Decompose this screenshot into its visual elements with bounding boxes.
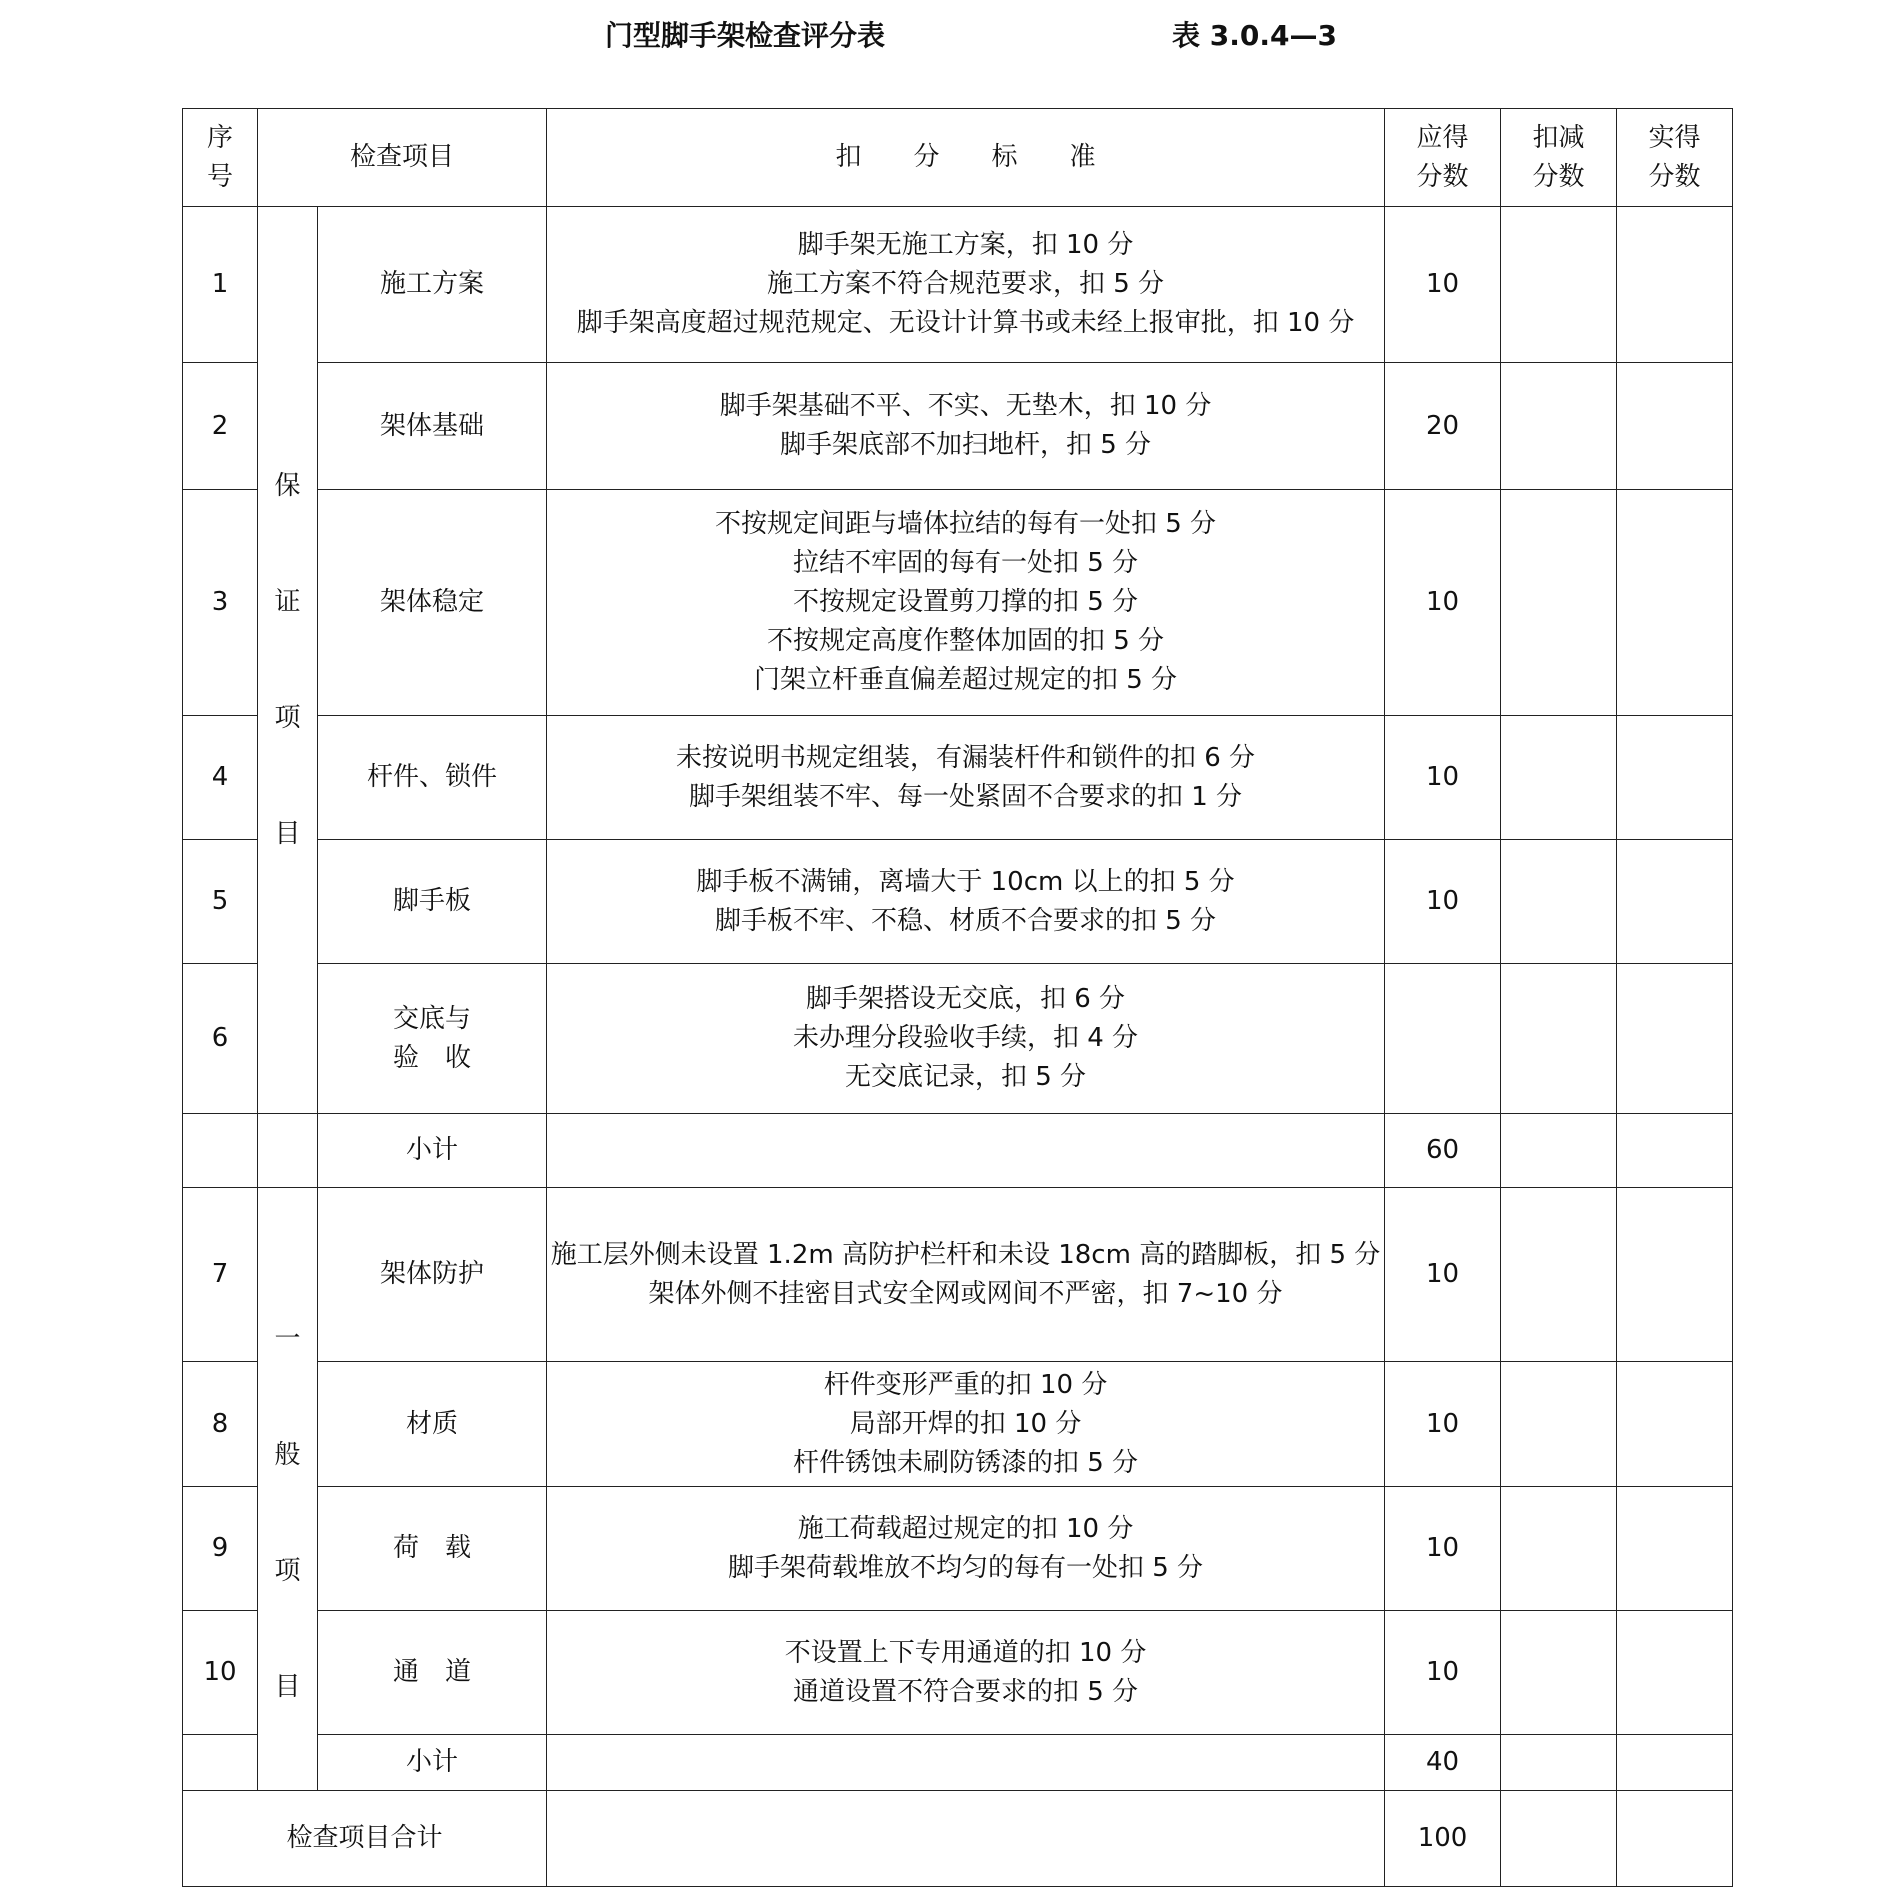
row-item: 脚手板 xyxy=(318,840,547,964)
row-item: 荷 载 xyxy=(318,1487,547,1611)
row-actual-score[interactable] xyxy=(1617,490,1733,716)
group-guarantee: 保 证 项 目 xyxy=(258,207,318,1114)
row-actual-score[interactable] xyxy=(1617,964,1733,1114)
row-seq: 9 xyxy=(183,1487,258,1611)
total-actual-score[interactable] xyxy=(1617,1791,1733,1887)
row-item: 施工方案 xyxy=(318,207,547,363)
subtotal-actual-score[interactable] xyxy=(1617,1114,1733,1188)
row-actual-score[interactable] xyxy=(1617,716,1733,840)
row-actual-score[interactable] xyxy=(1617,363,1733,490)
row-seq: 5 xyxy=(183,840,258,964)
col-header-actual: 实得 分数 xyxy=(1617,109,1733,207)
row-full-score: 10 xyxy=(1385,207,1501,363)
row-item: 架体基础 xyxy=(318,363,547,490)
row-seq: 8 xyxy=(183,1362,258,1487)
row-deduct-score[interactable] xyxy=(1501,840,1617,964)
row-actual-score[interactable] xyxy=(1617,207,1733,363)
col-header-criteria: 扣 分 标 准 xyxy=(547,109,1385,207)
row-deduct-score[interactable] xyxy=(1501,964,1617,1114)
table-row xyxy=(183,840,1733,964)
header-row xyxy=(183,109,1733,207)
row-deduct-score[interactable] xyxy=(1501,207,1617,363)
col-header-full: 应得 分数 xyxy=(1385,109,1501,207)
row-criteria: 脚手架基础不平、不实、无垫木，扣 10 分 脚手架底部不加扫地杆，扣 5 分 xyxy=(547,363,1385,490)
total-row xyxy=(183,1791,1733,1887)
row-seq: 3 xyxy=(183,490,258,716)
row-criteria: 脚手板不满铺，离墙大于 10cm 以上的扣 5 分 脚手板不牢、不稳、材质不合要求的扣 5 分 xyxy=(547,840,1385,964)
subtotal-deduct-score[interactable] xyxy=(1501,1114,1617,1188)
row-full-score: 10 xyxy=(1385,1487,1501,1611)
page-title: 门型脚手架检查评分表 xyxy=(605,19,886,52)
row-criteria: 杆件变形严重的扣 10 分 局部开焊的扣 10 分 杆件锈蚀未刷防锈漆的扣 5 分 xyxy=(547,1362,1385,1487)
row-seq: 2 xyxy=(183,363,258,490)
row-actual-score[interactable] xyxy=(1617,1362,1733,1487)
row-seq: 4 xyxy=(183,716,258,840)
table-row xyxy=(183,363,1733,490)
row-item: 交底与 验 收 xyxy=(318,964,547,1114)
row-actual-score[interactable] xyxy=(1617,1611,1733,1735)
row-item: 架体稳定 xyxy=(318,490,547,716)
subtotal-label: 小计 xyxy=(318,1735,547,1791)
subtotal-row xyxy=(183,1735,1733,1791)
row-deduct-score[interactable] xyxy=(1501,1487,1617,1611)
row-full-score: 10 xyxy=(1385,1188,1501,1362)
row-criteria: 脚手架无施工方案，扣 10 分 施工方案不符合规范要求，扣 5 分 脚手架高度超过规范规定、无设计计算书或未经上报审批，扣 10 分 xyxy=(547,207,1385,363)
table-row xyxy=(183,1188,1733,1362)
table-number: 表 3.0.4—3 xyxy=(1172,19,1337,52)
row-item: 通 道 xyxy=(318,1611,547,1735)
row-full-score: 10 xyxy=(1385,490,1501,716)
total-deduct-score[interactable] xyxy=(1501,1791,1617,1887)
subtotal-full-score: 40 xyxy=(1385,1735,1501,1791)
table-row xyxy=(183,1611,1733,1735)
row-seq: 10 xyxy=(183,1611,258,1735)
col-header-seq: 序 号 xyxy=(183,109,258,207)
row-deduct-score[interactable] xyxy=(1501,1188,1617,1362)
row-full-score xyxy=(1385,964,1501,1114)
table-row xyxy=(183,716,1733,840)
row-deduct-score[interactable] xyxy=(1501,1611,1617,1735)
row-full-score: 10 xyxy=(1385,1611,1501,1735)
row-actual-score[interactable] xyxy=(1617,1487,1733,1611)
col-header-item: 检查项目 xyxy=(258,109,547,207)
row-item: 杆件、锁件 xyxy=(318,716,547,840)
subtotal-full-score: 60 xyxy=(1385,1114,1501,1188)
score-table xyxy=(182,108,1733,1887)
row-actual-score[interactable] xyxy=(1617,1188,1733,1362)
table-row xyxy=(183,1487,1733,1611)
row-criteria: 不按规定间距与墙体拉结的每有一处扣 5 分 拉结不牢固的每有一处扣 5 分 不按规定设置剪刀撑的扣 5 分 不按规定高度作整体加固的扣 5 分 门架立杆垂直偏差超过规定的扣 5 分 xyxy=(547,490,1385,716)
table-row xyxy=(183,490,1733,716)
subtotal-deduct-score[interactable] xyxy=(1501,1735,1617,1791)
row-criteria: 施工层外侧未设置 1.2m 高防护栏杆和未设 18cm 高的踏脚板，扣 5 分 架体外侧不挂密目式安全网或网间不严密，扣 7~10 分 xyxy=(547,1188,1385,1362)
table-row xyxy=(183,964,1733,1114)
row-full-score: 10 xyxy=(1385,1362,1501,1487)
row-item: 架体防护 xyxy=(318,1188,547,1362)
row-full-score: 20 xyxy=(1385,363,1501,490)
total-label: 检查项目合计 xyxy=(183,1791,547,1887)
row-deduct-score[interactable] xyxy=(1501,1362,1617,1487)
col-header-deduct: 扣减 分数 xyxy=(1501,109,1617,207)
row-seq: 6 xyxy=(183,964,258,1114)
table-row xyxy=(183,1362,1733,1487)
row-seq: 1 xyxy=(183,207,258,363)
row-deduct-score[interactable] xyxy=(1501,716,1617,840)
row-criteria: 不设置上下专用通道的扣 10 分 通道设置不符合要求的扣 5 分 xyxy=(547,1611,1385,1735)
row-criteria: 施工荷载超过规定的扣 10 分 脚手架荷载堆放不均匀的每有一处扣 5 分 xyxy=(547,1487,1385,1611)
table-row xyxy=(183,207,1733,363)
subtotal-label: 小计 xyxy=(318,1114,547,1188)
total-full-score: 100 xyxy=(1385,1791,1501,1887)
row-item: 材质 xyxy=(318,1362,547,1487)
row-criteria: 脚手架搭设无交底，扣 6 分 未办理分段验收手续，扣 4 分 无交底记录，扣 5 分 xyxy=(547,964,1385,1114)
row-full-score: 10 xyxy=(1385,716,1501,840)
row-deduct-score[interactable] xyxy=(1501,490,1617,716)
row-full-score: 10 xyxy=(1385,840,1501,964)
subtotal-actual-score[interactable] xyxy=(1617,1735,1733,1791)
row-seq: 7 xyxy=(183,1188,258,1362)
group-general: 一 般 项 目 xyxy=(258,1188,318,1791)
row-deduct-score[interactable] xyxy=(1501,363,1617,490)
row-actual-score[interactable] xyxy=(1617,840,1733,964)
row-criteria: 未按说明书规定组装，有漏装杆件和锁件的扣 6 分 脚手架组装不牢、每一处紧固不合要求的扣 1 分 xyxy=(547,716,1385,840)
subtotal-row xyxy=(183,1114,1733,1188)
